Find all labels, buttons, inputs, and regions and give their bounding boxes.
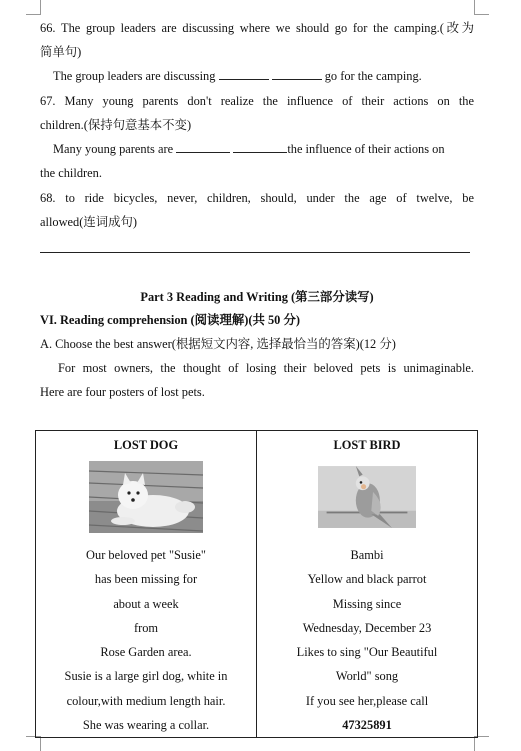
intro-line2: Here are four posters of lost pets. — [40, 385, 205, 399]
poster-title: LOST DOG — [113, 438, 179, 452]
q66-fill-line — [40, 66, 487, 86]
poster-line: Likes to sing "Our Beautiful — [296, 645, 438, 660]
poster-line: She was wearing a collar. — [82, 718, 210, 733]
q67-line1: 67. Many young parents don't realize the influence of their actions on the — [40, 94, 474, 108]
q68-line1: 68. to ride bicycles, never, children, should, under the age of twelve, be — [40, 191, 474, 205]
parrot-photo — [318, 461, 416, 533]
poster-line: If you see her,please call — [305, 693, 429, 708]
poster-lost-bird — [257, 431, 478, 738]
answer-blank[interactable] — [272, 67, 322, 80]
answer-blank[interactable] — [233, 140, 287, 153]
q67-fill-before: Many young parents are — [53, 142, 174, 156]
page-corner-mark — [26, 0, 41, 15]
poster-title: LOST BIRD — [333, 438, 401, 452]
page-corner-mark — [474, 0, 489, 15]
poster-line: Bambi — [350, 548, 384, 562]
poster-line: Yellow and black parrot — [307, 572, 427, 587]
poster-line: colour,with medium length hair. — [66, 693, 226, 708]
poster-lost-dog — [36, 431, 257, 738]
poster-line: Rose Garden area. — [100, 645, 192, 660]
dog-photo — [89, 461, 203, 533]
intro-line1: For most owners, the thought of losing their beloved pets is unimaginable. — [58, 361, 474, 375]
poster-line: Our beloved pet "Susie" — [86, 548, 206, 562]
poster-line: from — [133, 620, 159, 635]
poster-line: has been missing for — [94, 572, 198, 587]
instruction: A. Choose the best answer(根据短文内容, 选择最恰当的答案)(12 分) — [40, 337, 396, 351]
poster-line: Wednesday, December 23 — [302, 620, 432, 635]
poster-line: about a week — [113, 596, 179, 611]
q67-fill-after: the influence of their actions on — [287, 142, 445, 156]
poster-line: Susie is a large girl dog, white in — [64, 669, 228, 684]
q67-line2: children.(保持句意基本不变) — [40, 118, 192, 132]
q66-fill-after: go for the camping. — [324, 69, 422, 83]
answer-blank[interactable] — [176, 140, 230, 153]
q68-line2: allowed(连词成句) — [40, 215, 138, 229]
phone-number: 47325891 — [342, 718, 392, 733]
q66-line2: 简单句) — [40, 45, 82, 59]
poster-line: Missing since — [332, 596, 402, 611]
section-heading: VI. Reading comprehension (阅读理解)(共 50 分) — [40, 313, 300, 327]
answer-line[interactable] — [40, 252, 470, 253]
part3-title: Part 3 Reading and Writing (第三部分读写) — [140, 290, 374, 304]
posters-table — [35, 430, 478, 738]
q67-line4: the children. — [40, 166, 102, 180]
poster-line: World" song — [335, 669, 399, 684]
answer-blank[interactable] — [219, 67, 269, 80]
q66-fill-before: The group leaders are discussing — [53, 69, 216, 83]
q67-fill-line — [40, 139, 487, 159]
q66-line1: 66. The group leaders are discussing where we should go for the camping.(改为 — [40, 21, 474, 35]
